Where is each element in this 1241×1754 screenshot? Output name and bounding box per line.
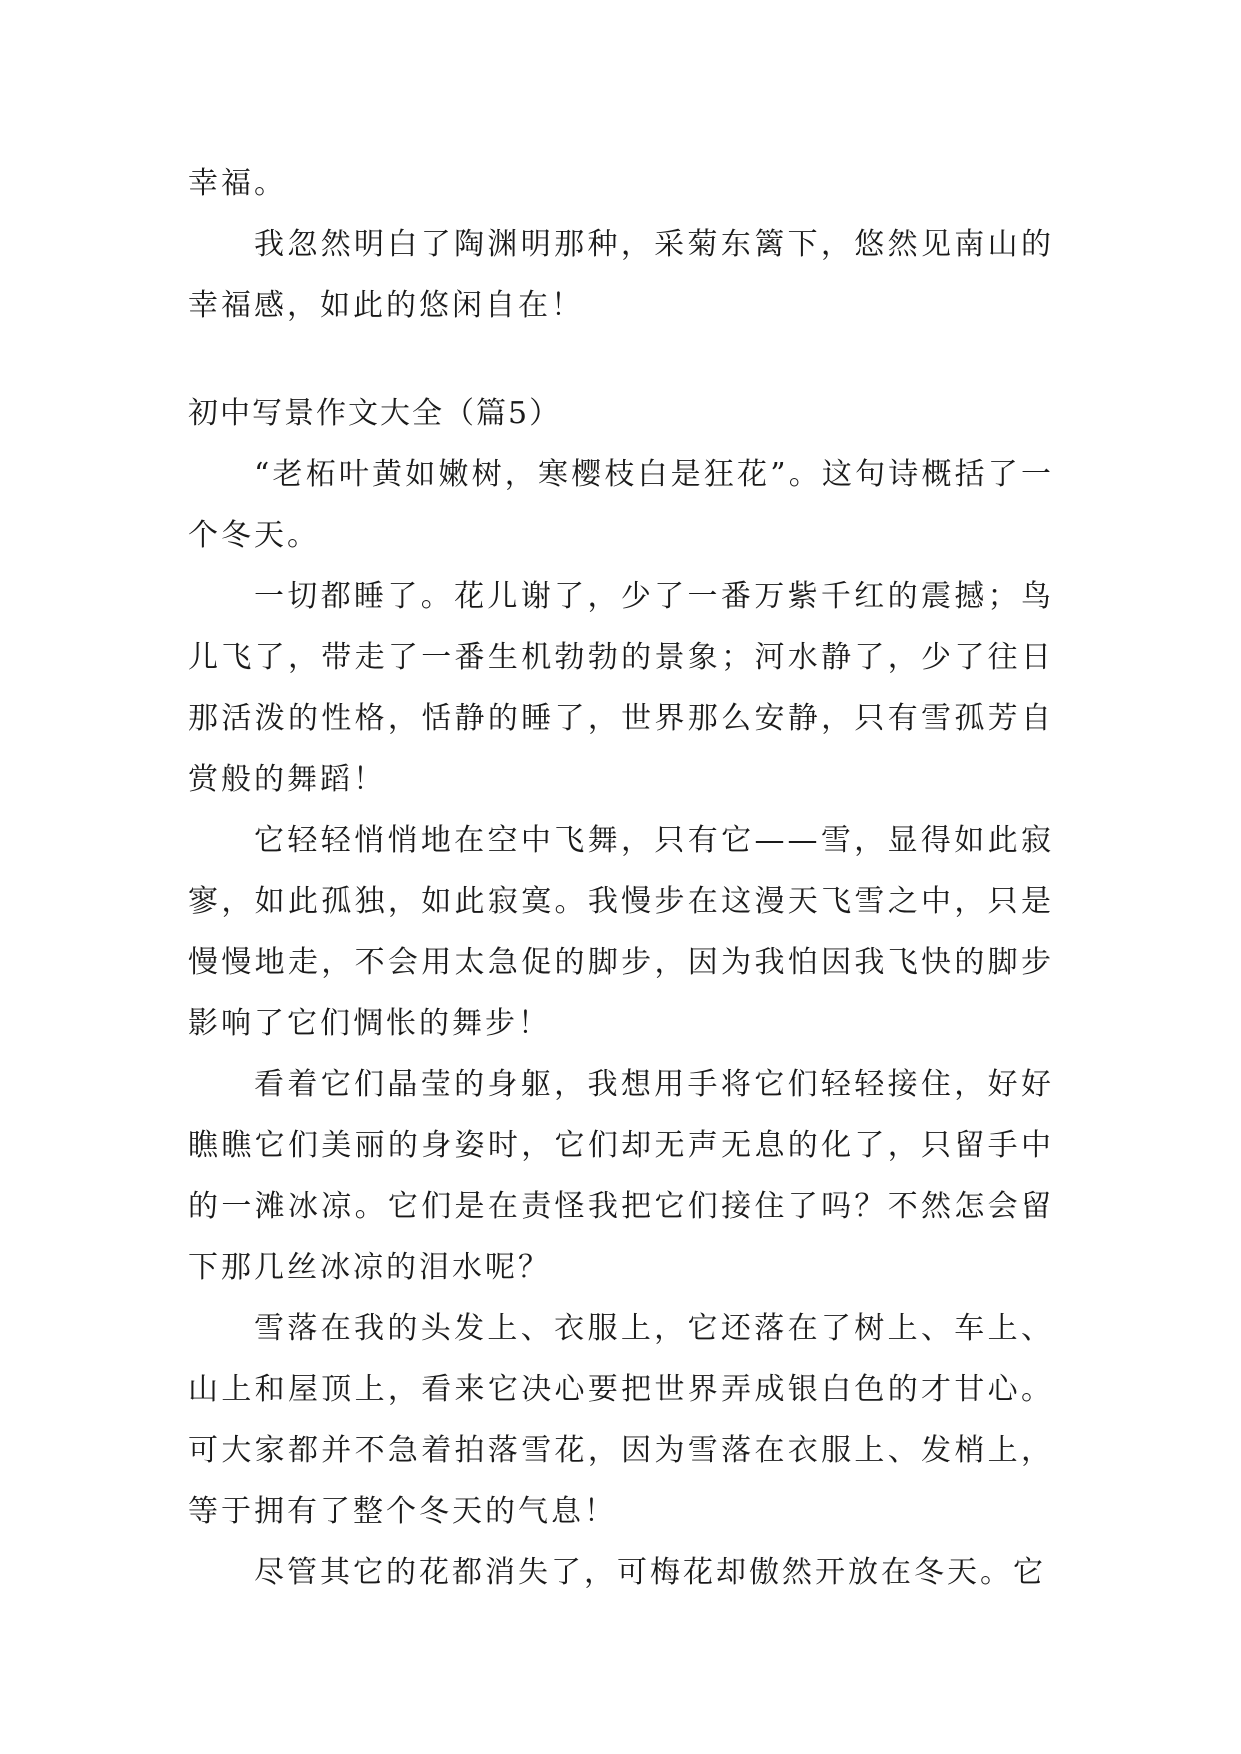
paragraph-1: “老柘叶黄如嫩树，寒樱枝白是狂花”。这句诗概括了一个冬天。	[188, 457, 1054, 553]
paragraph-4: 看着它们晶莹的身躯，我想用手将它们轻轻接住，好好瞧瞧它们美丽的身姿时，它们却无声无息的化了，只留手中的一滩冰凉。它们是在责怪我把它们接住了吗？不然怎会留下那几丝冰凉的泪水呢？	[188, 1067, 1054, 1285]
section-gap	[188, 336, 1054, 383]
section-heading: 初中写景作文大全（篇5）	[188, 396, 562, 431]
paragraph-5: 雪落在我的头发上、衣服上，它还落在了树上、车上、山上和屋顶上，看来它决心要把世界弄成银白色的才甘心。可大家都并不急着拍落雪花，因为雪落在衣服上、发梢上，等于拥有了整个冬天的气息！	[188, 1311, 1054, 1529]
paragraph-3: 它轻轻悄悄地在空中飞舞，只有它——雪，显得如此寂寥，如此孤独，如此寂寞。我慢步在这漫天飞雪之中，只是慢慢地走，不会用太急促的脚步，因为我怕因我飞快的脚步影响了它们惆怅的舞步！	[188, 823, 1054, 1041]
paragraph-intro-tail: 幸福。	[188, 166, 287, 201]
document-body	[188, 153, 1054, 1603]
paragraph-2: 一切都睡了。花儿谢了，少了一番万紫千红的震撼；鸟儿飞了，带走了一番生机勃勃的景象；河水静了，少了往日那活泼的性格，恬静的睡了，世界那么安静，只有雪孤芳自赏般的舞蹈！	[188, 579, 1054, 797]
paragraph-6: 尽管其它的花都消失了，可梅花却傲然开放在冬天。它	[254, 1555, 1046, 1590]
paragraph-intro: 我忽然明白了陶渊明那种，采菊东篱下，悠然见南山的幸福感，如此的悠闲自在！	[188, 227, 1054, 323]
